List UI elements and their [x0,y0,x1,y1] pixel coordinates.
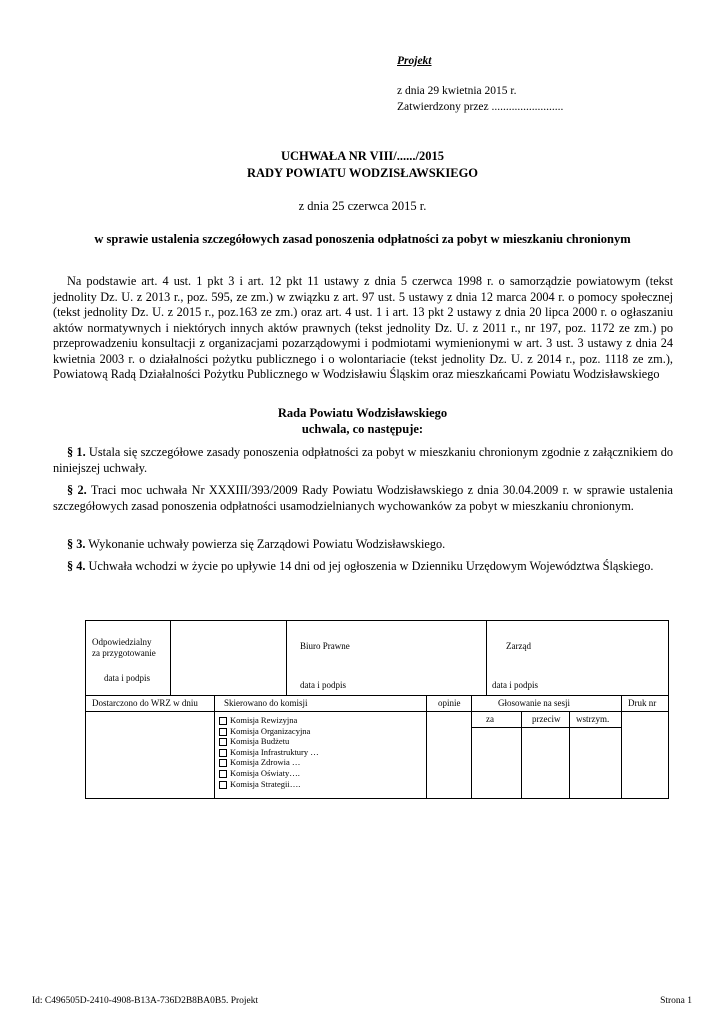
checkbox-icon [219,781,227,789]
legal-basis-paragraph: Na podstawie art. 4 ust. 1 pkt 3 i art. 12 pkt 11 ustawy z dnia 5 czerwca 1998 r. o samorządzie powiatowym (tekst jednolity Dz. U. z 2013 r., poz. 595, ze zm.) w związku z art. 97 ust. 5 ustawy z dnia 12 marca 2004 r. o pomocy społecznej (tekst jednolity Dz. U. z 2015 r., poz.163 ze zm.) oraz art. 4 ust. 1 i art. 13 pkt 2 ustawy z dnia 20 lipca 2000 r. o ogłaszaniu aktów normatywnych i niektórych innych aktów prawnych (tekst jednolity Dz. U. z 2011 r., nr 197, poz. 1172 ze zm.) po przeprowadzeniu konsultacji z organizacjami pozarządowymi i podmiotami wymienionymi w art. 3 ust. 3 ustawy z dnia 24 kwietnia 2003 r. o działalności pożytku publicznego i o wolontariacie (tekst jednolity Dz. U. z 2014 r., poz. 1118 ze zm.), Powiatową Radą Działalności Pożytku Publicznego w Wodzisławiu Śląskim oraz mieszkańcami Powiatu Wodzisławskiego [53,274,673,381]
section-3 [53,537,673,553]
footer-document-id: Id: C496505D-2410-4908-B13A-736D2B8BA0B5. Projekt [32,996,259,1006]
committee-item[interactable] [219,747,319,758]
checkbox-icon [219,738,227,746]
project-label: Projekt [397,55,432,67]
resolution-subject: w sprawie ustalenia szczegółowych zasad ponoszenia odpłatności za pobyt w mieszkaniu chronionym [94,232,631,246]
section-2-number: § 2. [67,483,87,497]
committee-item[interactable] [219,757,319,768]
date-sign-3: data i podpis [492,680,538,690]
section-4-text: Uchwała wchodzi w życie po upływie 14 dni od jej ogłoszenia w Dzienniku Urzędowym Województwa Śląskiego. [85,559,654,573]
referred-label: Skierowano do komisji [224,698,308,708]
vote-for-label: za [486,714,494,724]
committee-item[interactable] [219,768,319,779]
committee-item[interactable] [219,779,319,790]
section-1-text: Ustala się szczegółowe zasady ponoszenia odpłatności za pobyt w mieszkaniu chronionym zgodnie z załącznikiem do niniejszej uchwały. [53,445,673,475]
committee-item[interactable] [219,736,319,747]
council-title: RADY POWIATU WODZISŁAWSKIEGO [246,166,479,180]
table-col-divider [170,621,171,695]
table-subrow-divider [471,727,621,728]
table-row-divider [86,695,668,696]
committee-label: Komisja Oświaty…. [230,767,300,778]
vote-abstain-label: wstrzym. [576,714,610,724]
table-col-divider [471,695,472,799]
committee-label: Komisja Zdrowia … [230,757,301,768]
checkbox-icon [219,759,227,767]
project-date: z dnia 29 kwietnia 2015 r. [397,85,517,97]
resolution-title: UCHWAŁA NR VIII/....../2015 [281,149,444,163]
opinions-label: opinie [438,698,461,708]
section-3-text: Wykonanie uchwały powierza się Zarządowi Powiatu Wodzisławskiego. [85,537,446,551]
table-col-divider [621,695,622,799]
approval-table [85,620,669,799]
checkbox-icon [219,749,227,757]
section-2 [53,483,673,514]
print-no-label: Druk nr [628,698,657,708]
committee-item[interactable] [219,715,319,726]
section-4-number: § 4. [67,559,86,573]
project-approved: Zatwierdzony przez ......................... [397,101,564,113]
committee-label: Komisja Infrastruktury … [230,746,319,757]
table-col-divider [286,621,287,695]
section-3-number: § 3. [67,537,86,551]
vote-against-label: przeciw [532,714,561,724]
committee-item[interactable] [219,726,319,737]
table-col-divider [486,621,487,695]
responsible-label [92,637,156,659]
checkbox-icon [219,728,227,736]
delivered-label: Dostarczono do WRZ w dniu [92,698,198,708]
section-2-text: Traci moc uchwała Nr XXXIII/393/2009 Rady Powiatu Wodzisławskiego z dnia 30.04.2009 r. w sprawie ustalenia szczegółowych zasad ponoszenia odpłatności usamodzielnianych wychowanków za pobyt w mieszkaniu chronionym. [53,483,673,513]
council-resolves: uchwala, co następuje: [301,422,424,436]
table-col-divider [521,711,522,799]
section-1 [53,445,673,476]
committee-label: Komisja Organizacyjna [230,725,311,736]
checkbox-icon [219,717,227,725]
table-col-divider [426,695,427,799]
committee-label: Komisja Budżetu [230,736,290,747]
voting-label: Głosowanie na sesji [498,698,570,708]
date-sign-1: data i podpis [104,673,150,683]
section-4 [53,559,673,575]
section-1-number: § 1. [67,445,86,459]
resolution-date: z dnia 25 czerwca 2015 r. [298,199,427,213]
responsible-line-1: Odpowiedzialny [92,637,152,647]
committee-label: Komisja Strategii…. [230,778,301,789]
project-header [397,53,563,115]
responsible-line-2: za przygotowanie [92,648,156,658]
board-label: Zarząd [506,641,531,651]
table-col-divider [214,695,215,799]
table-row-divider [86,711,668,712]
legal-office-label: Biuro Prawne [300,641,350,651]
date-sign-2: data i podpis [300,680,346,690]
checkbox-icon [219,770,227,778]
council-name: Rada Powiatu Wodzisławskiego [277,406,448,420]
table-col-divider [569,711,570,799]
committee-list [219,715,319,789]
committee-label: Komisja Rewizyjna [230,715,298,725]
footer-page-number: Strona 1 [660,996,692,1006]
